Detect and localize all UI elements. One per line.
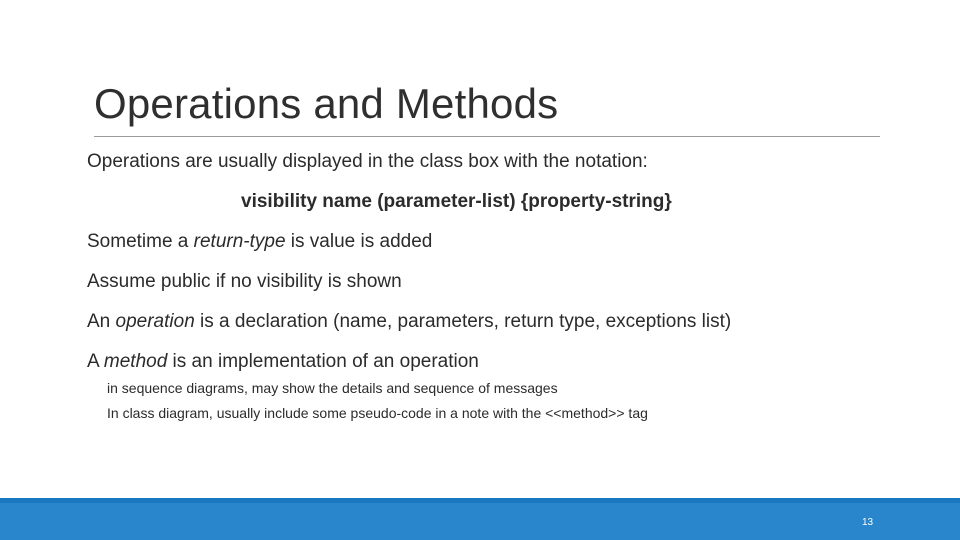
sub-bullet-sequence-diagrams: in sequence diagrams, may show the details and sequence of messages: [107, 380, 558, 396]
bullet-return-type-after: is value is added: [285, 231, 433, 252]
notation-text: visibility name (parameter-list) {property-string}: [241, 191, 672, 212]
bullet-method-definition: [87, 351, 479, 373]
sub-bullet-class-diagram: In class diagram, usually include some pseudo-code in a note with the <<method>> tag: [107, 405, 648, 421]
bullet-return-type-before: Sometime a: [87, 231, 194, 252]
slide-title: Operations and Methods: [94, 80, 559, 127]
bullet-method-italic: method: [103, 351, 168, 372]
bullet-assume-public: Assume public if no visibility is shown: [87, 271, 402, 292]
footer-bar: [0, 498, 960, 540]
bullet-operation-italic: operation: [115, 311, 195, 332]
bullet-method-after: is an implementation of an operation: [167, 351, 479, 372]
bullet-return-type: [87, 231, 432, 253]
bullet-operation-after: is a declaration (name, parameters, return type, exceptions list): [194, 311, 732, 332]
bullet-operation-definition: [87, 311, 731, 333]
bullet-operations-notation: Operations are usually displayed in the class box with the notation:: [87, 151, 648, 172]
bullet-method-before: A: [87, 351, 104, 372]
bullet-operation-before: An: [87, 311, 116, 332]
title-divider: [94, 136, 880, 137]
bullet-return-type-italic: return-type: [193, 231, 286, 252]
page-number: 13: [862, 517, 874, 528]
footer-bar-accent: [0, 498, 960, 503]
